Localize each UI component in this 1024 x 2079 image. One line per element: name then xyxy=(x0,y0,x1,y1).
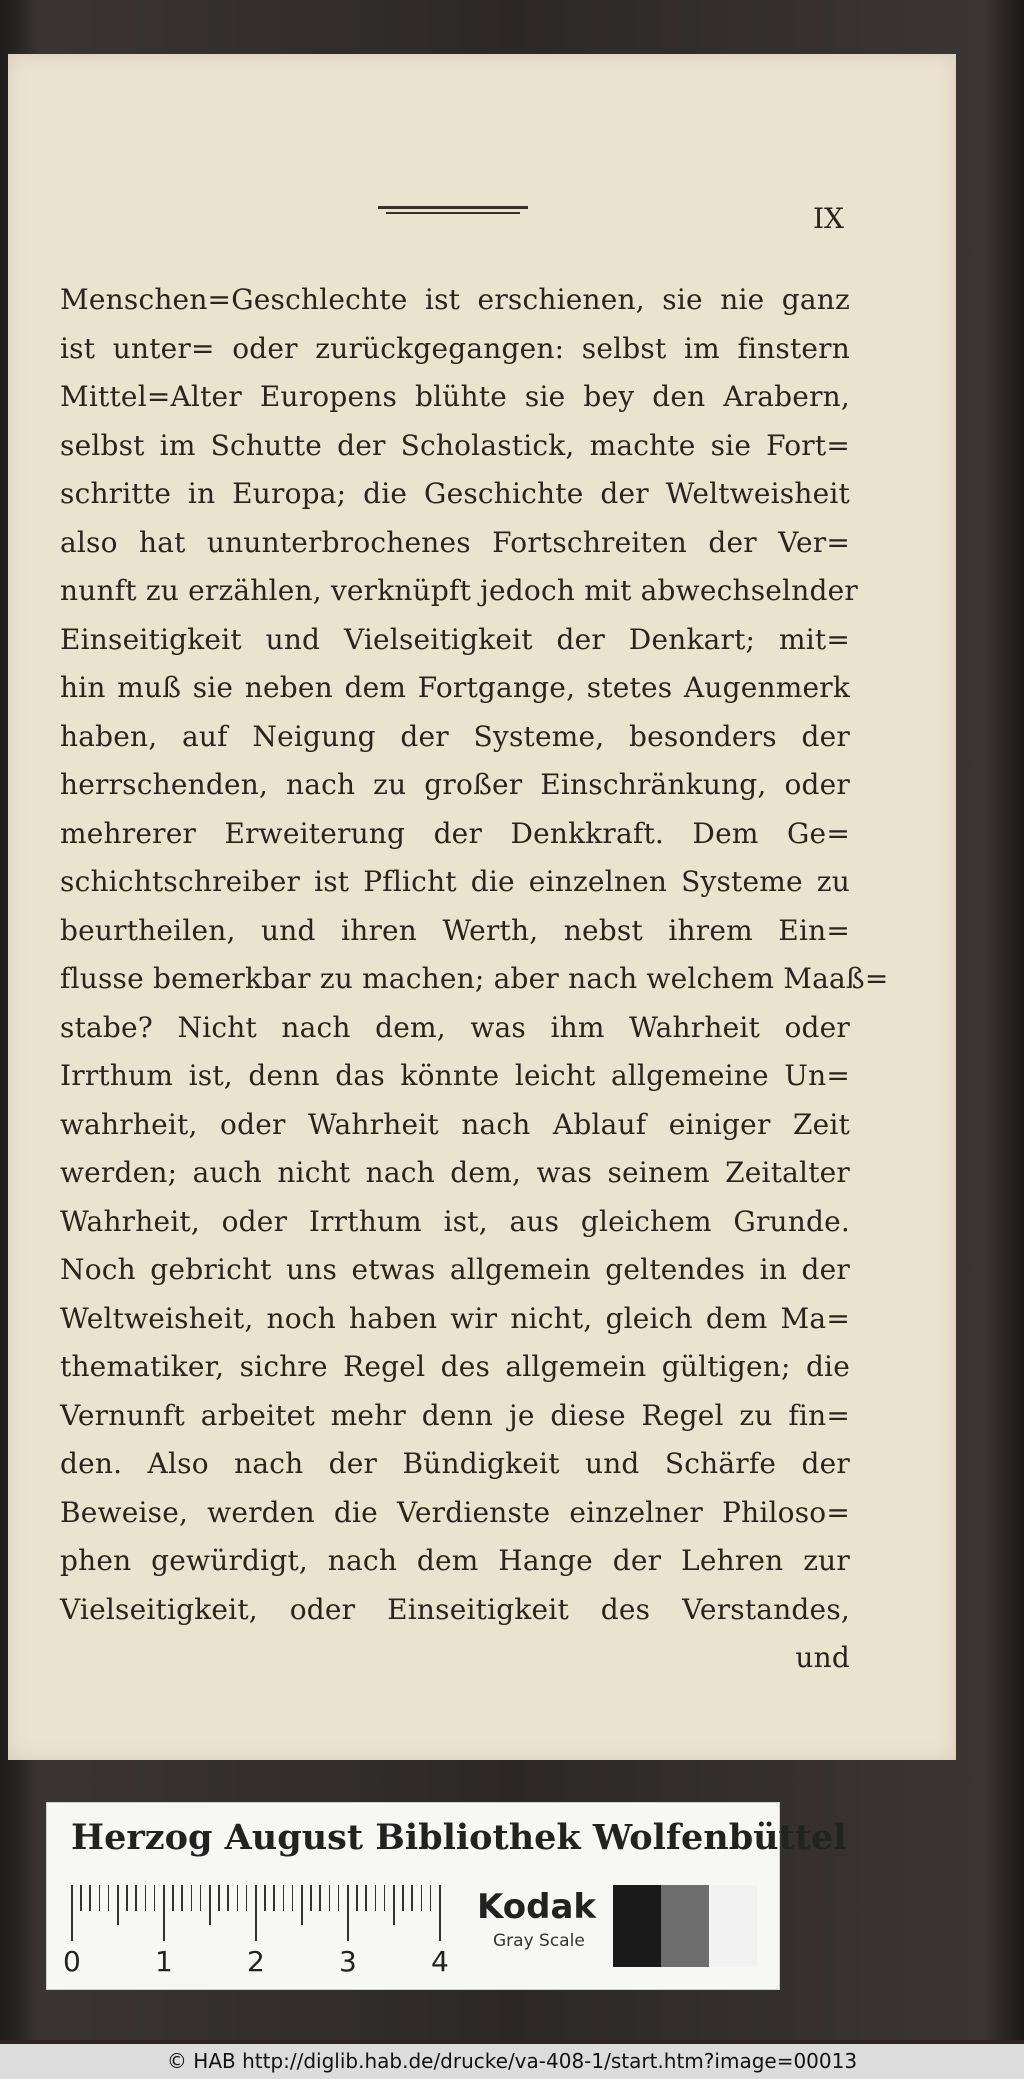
ruler-tick xyxy=(227,1885,229,1911)
text-line: Menschen=Geschlechte ist erschienen, sie nie ganz xyxy=(60,283,850,316)
ruler-tick xyxy=(301,1885,303,1925)
ruler-tick xyxy=(209,1885,211,1925)
text-line: nunft zu erzählen, verknüpft jedoch mit abwechselnder xyxy=(60,574,858,607)
measurement-ruler xyxy=(71,1885,501,1949)
ruler-tick xyxy=(237,1885,239,1911)
text-line: mehrerer Erweiterung der Denkkraft. Dem Ge= xyxy=(60,816,850,850)
ruler-tick xyxy=(338,1885,340,1911)
ruler-tick xyxy=(292,1885,294,1911)
page-body-text xyxy=(60,276,889,1683)
ruler-tick xyxy=(117,1885,119,1925)
gray-swatch xyxy=(709,1885,757,1967)
ruler-tick xyxy=(71,1885,73,1941)
ruler-tick xyxy=(181,1885,183,1911)
ruler-tick xyxy=(365,1885,367,1911)
brand-logo: Kodak xyxy=(477,1887,596,1927)
ruler-tick xyxy=(154,1885,156,1911)
ruler-tick xyxy=(430,1885,432,1911)
text-line: also hat ununterbrochenes Fortschreiten der Ver= xyxy=(60,525,850,559)
ruler-tick xyxy=(264,1885,266,1911)
text-line: Weltweisheit, noch haben wir nicht, gleich dem Ma= xyxy=(60,1301,850,1335)
ruler-tick xyxy=(80,1885,82,1911)
gray-scale-label: Gray Scale xyxy=(493,1931,585,1951)
text-line: haben, auf Neigung der Systeme, besonders der xyxy=(60,719,850,753)
text-line: selbst im Schutte der Scholastick, machte sie Fort= xyxy=(60,428,850,462)
text-line: schichtschreiber ist Pflicht die einzelnen Systeme zu xyxy=(60,865,850,898)
ruler-tick xyxy=(375,1885,377,1911)
text-line: herrschenden, nach zu großer Einschränkung, oder xyxy=(60,768,850,801)
text-line: phen gewürdigt, nach dem Hange der Lehren zur xyxy=(60,1544,850,1577)
text-line: thematiker, sichre Regel des allgemein gültigen; die xyxy=(60,1350,850,1383)
ruler-tick xyxy=(393,1885,395,1925)
text-line: hin muß sie neben dem Fortgange, stetes Augenmerk xyxy=(60,671,850,704)
ruler-tick xyxy=(200,1885,202,1911)
ruler-label: 2 xyxy=(247,1945,265,1978)
ruler-label: 4 xyxy=(431,1945,449,1978)
ruler-tick xyxy=(145,1885,147,1911)
ruler-tick xyxy=(402,1885,404,1911)
color-checker-card xyxy=(46,1802,847,1990)
ruler-label: 1 xyxy=(155,1945,173,1978)
text-line: und xyxy=(795,1641,850,1674)
ruler-tick xyxy=(329,1885,331,1911)
text-line: beurtheilen, und ihren Werth, nebst ihrem Ein= xyxy=(60,913,850,947)
ruler-label: 3 xyxy=(339,1945,357,1978)
ruler-tick xyxy=(439,1885,441,1941)
text-line: Einseitigkeit und Vielseitigkeit der Denkart; mit= xyxy=(60,622,850,656)
text-line: stabe? Nicht nach dem, was ihm Wahrheit oder xyxy=(60,1010,850,1044)
book-page xyxy=(8,54,956,1760)
text-line: den. Also nach der Bündigkeit und Schärfe der xyxy=(60,1447,850,1480)
ruler-tick xyxy=(319,1885,321,1911)
footer-credit: © HAB http://diglib.hab.de/drucke/va-408-1/start.htm?image=00013 xyxy=(0,2044,1024,2079)
ruler-tick xyxy=(89,1885,91,1911)
ruler-tick xyxy=(421,1885,423,1911)
ruler-tick xyxy=(246,1885,248,1911)
ruler-tick xyxy=(347,1885,349,1941)
ruler-tick xyxy=(172,1885,174,1911)
ruler-tick xyxy=(310,1885,312,1911)
ruler-tick xyxy=(126,1885,128,1911)
ruler-tick xyxy=(108,1885,110,1911)
ruler-tick xyxy=(384,1885,386,1911)
ruler-tick xyxy=(411,1885,413,1911)
text-line: Mittel=Alter Europens blühte sie bey den Arabern, xyxy=(60,380,850,413)
text-line: flusse bemerkbar zu machen; aber nach welchem Maaß= xyxy=(60,962,889,995)
text-line: Vielseitigkeit, oder Einseitigkeit des Verstandes, xyxy=(60,1592,850,1626)
text-line: Wahrheit, oder Irrthum ist, aus gleichem Grunde. xyxy=(60,1204,850,1238)
ruler-tick xyxy=(255,1885,257,1941)
page-number: IX xyxy=(813,202,844,235)
ruler-tick xyxy=(191,1885,193,1911)
ruler-tick xyxy=(99,1885,101,1911)
text-line: schritte in Europa; die Geschichte der Weltweisheit xyxy=(60,477,850,510)
ruler-tick xyxy=(283,1885,285,1911)
ruler-tick xyxy=(273,1885,275,1911)
text-line: Irrthum ist, denn das könnte leicht allgemeine Un= xyxy=(60,1059,850,1092)
text-line: Vernunft arbeitet mehr denn je diese Regel zu fin= xyxy=(60,1398,850,1432)
library-name: Herzog August Bibliothek Wolfenbüttel xyxy=(71,1817,847,1858)
gray-swatch xyxy=(613,1885,661,1967)
ruler-label: 0 xyxy=(63,1945,81,1978)
text-line: Beweise, werden die Verdienste einzelner Philoso= xyxy=(60,1495,850,1529)
ruler-tick xyxy=(163,1885,165,1941)
text-line: Noch gebricht uns etwas allgemein geltendes in der xyxy=(60,1253,850,1286)
text-line: wahrheit, oder Wahrheit nach Ablauf einiger Zeit xyxy=(60,1107,850,1141)
text-line: werden; auch nicht nach dem, was seinem Zeitalter xyxy=(60,1156,850,1189)
ruler-tick xyxy=(218,1885,220,1911)
ruler-tick xyxy=(356,1885,358,1911)
text-line: ist unter= oder zurückgegangen: selbst im finstern xyxy=(60,331,850,365)
gray-swatch xyxy=(661,1885,709,1967)
ruler-tick xyxy=(135,1885,137,1911)
header-ornament-rule xyxy=(378,206,528,218)
